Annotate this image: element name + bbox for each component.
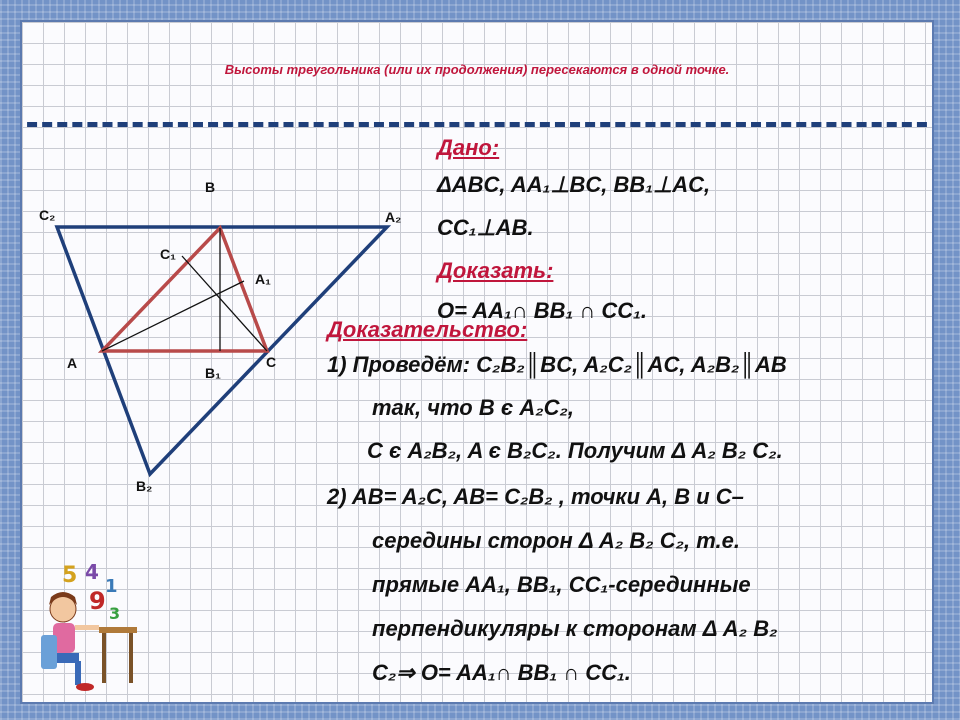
svg-text:5: 5 xyxy=(62,563,78,588)
label-b: B xyxy=(205,179,216,195)
slide-paper xyxy=(22,22,932,702)
proof-line-8: C₂⇒ O= AA₁∩ BB₁ ∩ CC₁. xyxy=(372,660,631,685)
slide-title: Высоты треугольника (или их продолжения) пересекаются в одной точке. xyxy=(224,62,730,77)
proof-heading: Доказательство: xyxy=(327,317,528,342)
label-c1: C₁ xyxy=(160,246,176,262)
label-a1: A₁ xyxy=(255,271,271,287)
label-a2: A₂ xyxy=(385,209,402,225)
svg-text:4: 4 xyxy=(85,560,99,584)
proof-line-1: 1) Проведём: C₂B₂║BC, A₂C₂║AC, A₂B₂║AB xyxy=(327,352,787,377)
label-b2: B₂ xyxy=(136,478,153,494)
proof-line-6: прямые AA₁, BB₁, CC₁-серединные xyxy=(372,572,751,597)
inner-triangle xyxy=(102,228,267,351)
proof-line-3: C є A₂B₂, A є B₂C₂. Получим Δ A₂ B₂ C₂. xyxy=(367,438,783,463)
label-b1: B₁ xyxy=(205,365,221,381)
proof-line-4: 2) AB= A₂C, AB= C₂B₂ , точки A, B и C– xyxy=(327,484,744,509)
altitude-aa1 xyxy=(102,281,244,351)
label-a: A xyxy=(67,355,78,371)
prove-statement: O= AA₁∩ BB₁ ∩ CC₁. xyxy=(437,298,648,323)
label-c: C xyxy=(266,354,277,370)
label-c2: C₂ xyxy=(39,207,56,223)
svg-text:9: 9 xyxy=(89,587,106,615)
proof-line-2: так, что B є A₂C₂, xyxy=(372,395,574,420)
given-line-2: CC₁⊥AB. xyxy=(437,215,534,240)
svg-text:3: 3 xyxy=(109,604,121,623)
proof-line-5: середины сторон Δ A₂ B₂ C₂, т.е. xyxy=(372,528,740,553)
given-line-1: ΔABC, AA₁⊥BC, BB₁⊥AC, xyxy=(437,172,711,197)
student-clipart-icon xyxy=(27,557,147,697)
given-heading: Дано: xyxy=(437,135,500,160)
prove-heading: Доказать: xyxy=(437,258,554,283)
svg-text:1: 1 xyxy=(105,576,118,597)
proof-line-7: перпендикуляры к сторонам Δ A₂ B₂ xyxy=(372,616,778,641)
